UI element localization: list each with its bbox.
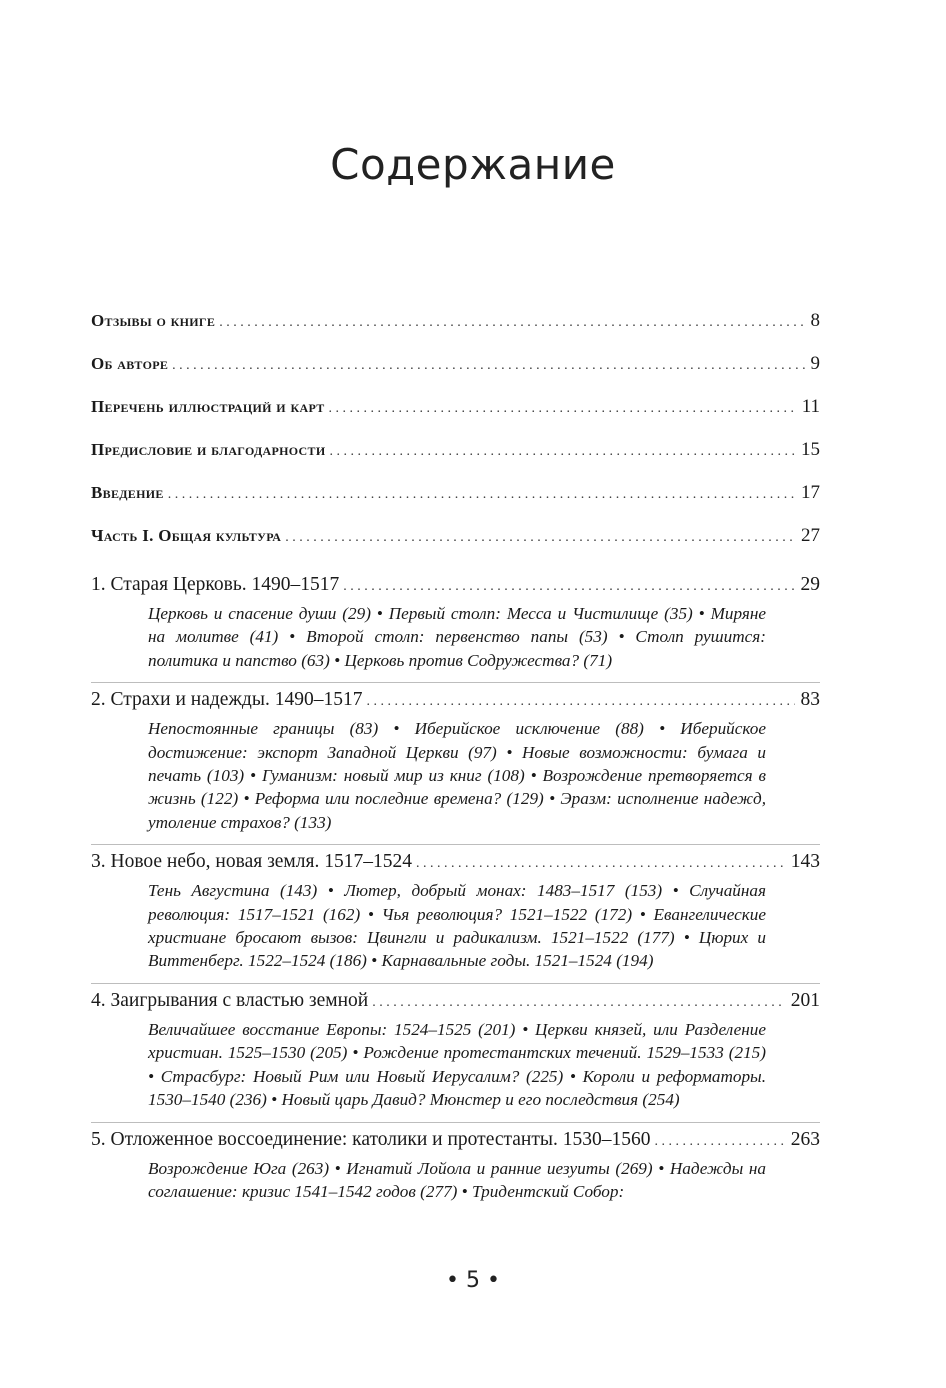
chapter-summary: Возрождение Юга (263) • Игнатий Лойола и ранние иезуиты (269) • Надежды на соглашение: кризис 1541–1542 годов (277) • Тридентский Собор: <box>148 1158 766 1201</box>
page-title: Содержание <box>330 140 616 189</box>
chapter-summary: Величайшее восстание Европы: 1524–1525 (201) • Церкви князей, или Разделение христиан. 1525–1530 (205) • Рождение протестантских течений. 1529–1533 (215) • Страсбург: Новый Рим или Новый Иерусалим? (225) • Короли и реформаторы. 1530–1540 (236) • Новый царь Давид? Мюнстер и его последствия (254) <box>148 1019 766 1110</box>
chapter-title: 5. Отложенное воссоединение: католики и протестанты. 1530–1560 <box>91 1128 651 1150</box>
toc-entry-label: Часть I. Общая культура <box>91 526 282 545</box>
toc-entry-part-one[interactable] <box>91 525 820 568</box>
chapter-title: 1. Старая Церковь. 1490–1517 <box>91 574 340 595</box>
dot-leader <box>285 530 795 546</box>
chapter-title: 4. Заигрывания с властью земной <box>91 989 369 1011</box>
toc-entry-page: 15 <box>801 439 820 460</box>
page-number: • 5 • <box>446 1268 500 1293</box>
chapter-title: 2. Страхи и надежды. 1490–1517 <box>91 689 363 711</box>
toc-entry-preface[interactable] <box>91 439 820 482</box>
dot-leader <box>168 487 795 503</box>
chapter-page: 83 <box>800 689 820 711</box>
chapter-block-1 <box>91 574 820 683</box>
table-of-contents <box>91 310 820 1219</box>
toc-entry-label: Введение <box>91 483 164 502</box>
dot-leader <box>372 995 785 1011</box>
dot-leader <box>654 1134 784 1150</box>
toc-entry-page: 9 <box>810 353 820 374</box>
chapter-summary: Церковь и спасение души (29) • Первый столп: Месса и Чистилище (35) • Миряне на молитве (41) • Второй столп: первенство папы (53) • Столп рушится: политика и папство (63) • Церковь против Содружества? (71) <box>148 604 766 670</box>
toc-entry-page: 27 <box>801 525 820 546</box>
toc-entry-reviews[interactable] <box>91 310 820 353</box>
dot-leader <box>416 856 785 872</box>
dot-leader <box>366 694 794 710</box>
chapter-page: 143 <box>790 851 820 873</box>
toc-entry-label: Предисловие и благодарности <box>91 440 326 459</box>
toc-entry-label: Перечень иллюстраций и карт <box>91 397 325 416</box>
chapter-page: 29 <box>800 574 820 595</box>
toc-entry-label: Об авторе <box>91 354 169 373</box>
chapter-block-2 <box>91 689 820 845</box>
toc-chapter-3[interactable] <box>91 851 820 873</box>
dot-leader <box>343 579 794 595</box>
toc-entry-page: 8 <box>810 310 820 331</box>
dot-leader <box>329 401 796 417</box>
toc-chapter-5[interactable] <box>91 1129 820 1151</box>
toc-entry-introduction[interactable] <box>91 482 820 525</box>
dot-leader <box>329 444 795 460</box>
toc-entry-illustrations[interactable] <box>91 396 820 439</box>
chapter-block-5 <box>91 1129 820 1214</box>
toc-entry-about-author[interactable] <box>91 353 820 396</box>
toc-chapter-4[interactable] <box>91 990 820 1012</box>
dot-leader <box>172 358 804 374</box>
toc-entry-label: Отзывы о книге <box>91 311 216 330</box>
chapter-block-3 <box>91 851 820 984</box>
chapter-summary: Непостоянные границы (83) • Иберийское исключение (88) • Иберийское достижение: экспорт Западной Церкви (97) • Новые возможности: бумага и печать (103) • Гуманизм: новый мир из книг (108) • Возрождение претворяется в жизнь (122) • Реформа или последние времена? (129) • Эразм: исполнение надежд, утоление страхов? (133) <box>148 719 766 832</box>
toc-entry-page: 11 <box>801 396 820 417</box>
toc-chapter-2[interactable] <box>91 689 820 711</box>
toc-chapter-1[interactable] <box>91 574 820 596</box>
chapter-page: 263 <box>790 1128 820 1150</box>
toc-entry-page: 17 <box>801 482 820 503</box>
chapter-title: 3. Новое небо, новая земля. 1517–1524 <box>91 851 412 873</box>
dot-leader <box>219 315 804 331</box>
chapter-block-4 <box>91 990 820 1123</box>
chapter-summary: Тень Августина (143) • Лютер, добрый монах: 1483–1517 (153) • Случайная революция: 1517–1521 (162) • Чья революция? 1521–1522 (172) • Евангелические христиане бросают вызов: Цвингли и радикализм. 1521–1522 (177) • Цюрих и Виттенберг. 1522–1524 (186) • Карнавальные годы. 1521–1524 (194) <box>148 881 766 971</box>
chapter-page: 201 <box>790 989 820 1011</box>
